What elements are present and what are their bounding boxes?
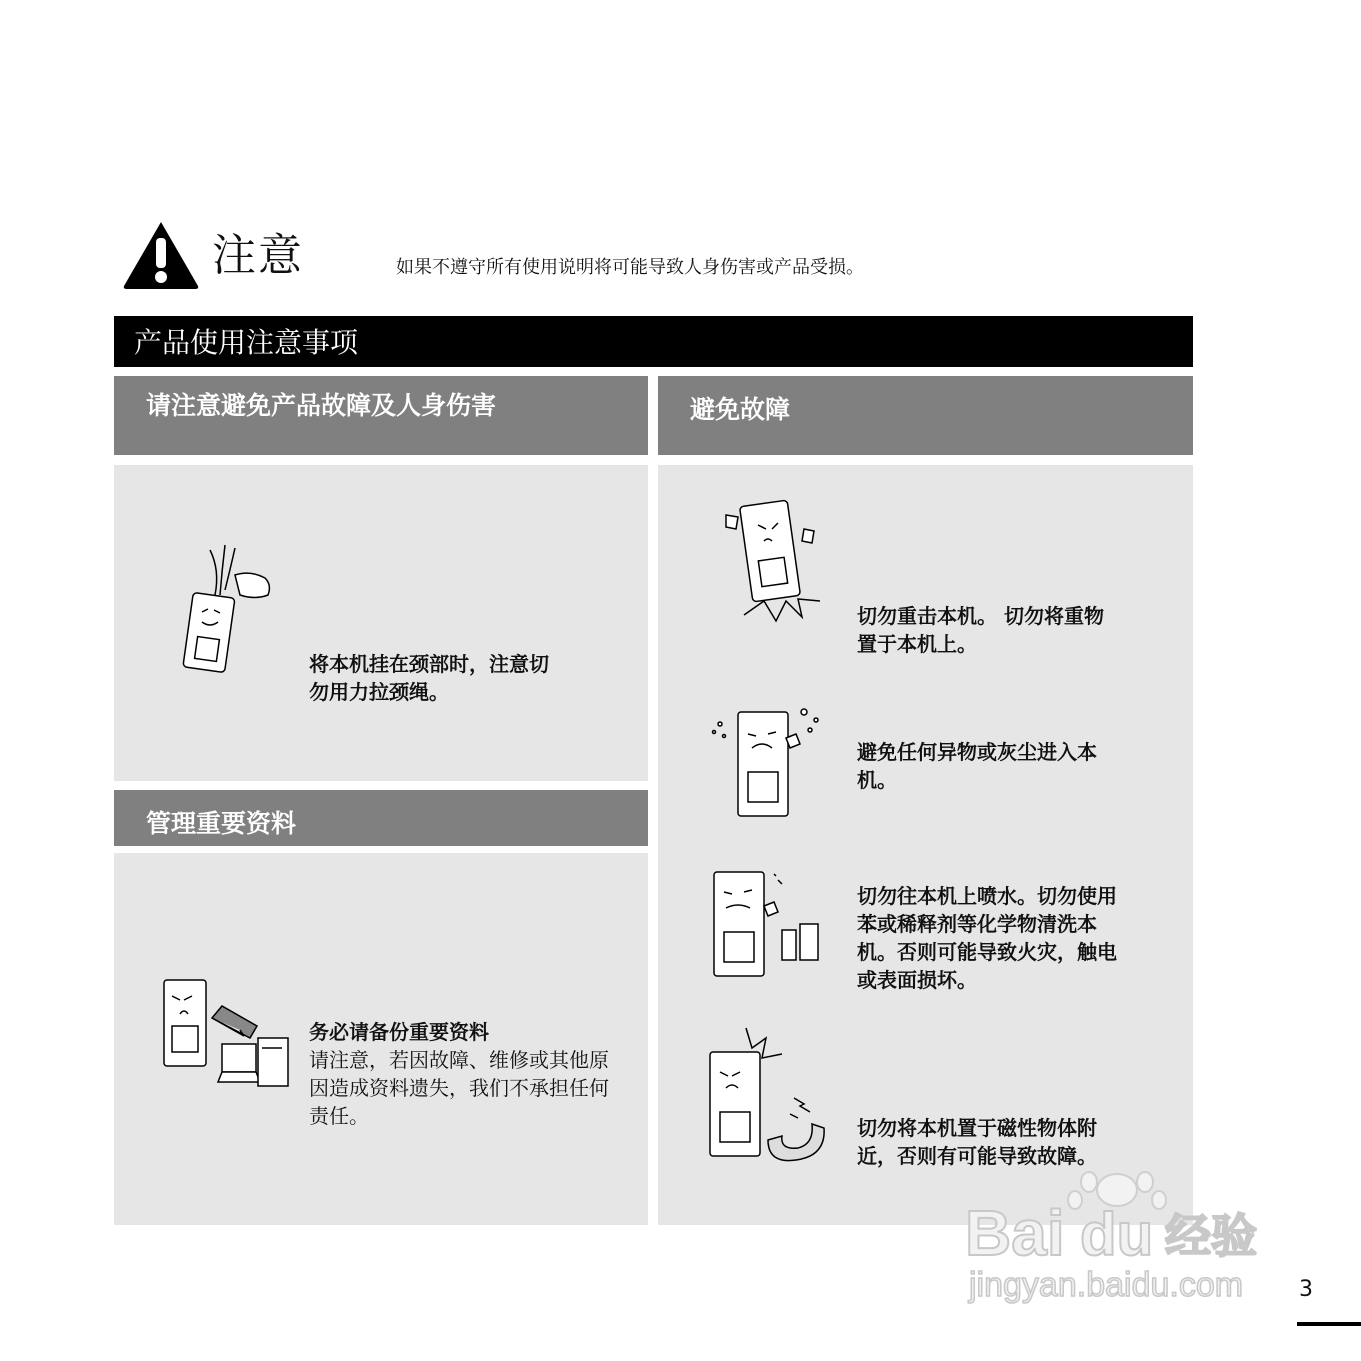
backup-title: 务必请备份重要资料 xyxy=(309,1020,489,1044)
backup-text-line-1: 请注意，若因故障、维修或其他原 xyxy=(309,1048,609,1072)
water-text-line-4: 或表面损坏。 xyxy=(857,968,977,992)
magnet-text-line-2: 近，否则有可能导致故障。 xyxy=(857,1144,1097,1168)
left-bottom-heading-bar xyxy=(114,790,648,846)
impact-text-line-1: 切勿重击本机。 切勿将重物 xyxy=(857,604,1104,628)
dust-illustration xyxy=(708,700,826,820)
page-number-rule xyxy=(1297,1322,1361,1326)
neck-strap-pull-illustration xyxy=(180,540,280,680)
section-title-bar xyxy=(114,316,1193,367)
svg-text:jingyan.baidu.com: jingyan.baidu.com xyxy=(969,1266,1244,1304)
page-title: 注意 xyxy=(212,230,304,281)
svg-text:经验: 经验 xyxy=(1165,1209,1257,1263)
water-chemical-illustration xyxy=(704,868,826,980)
page-number: 3 xyxy=(1299,1277,1313,1302)
baidu-jingyan-watermark xyxy=(965,1160,1285,1310)
neck-strap-text-line-1: 将本机挂在颈部时，注意切 xyxy=(309,652,549,676)
backup-text-line-2: 因造成资料遗失，我们不承担任何 xyxy=(309,1076,609,1100)
dust-text-line-2: 机。 xyxy=(857,768,897,792)
right-heading: 避免故障 xyxy=(690,395,791,424)
water-text-line-1: 切勿往本机上喷水。切勿使用 xyxy=(857,884,1117,908)
backup-text-line-3: 责任。 xyxy=(309,1104,369,1128)
svg-text:du: du xyxy=(1080,1201,1154,1268)
magnet-illustration xyxy=(706,1024,834,1164)
left-bottom-heading: 管理重要资料 xyxy=(146,809,297,838)
left-top-heading: 请注意避免产品故障及人身伤害 xyxy=(146,391,497,420)
dust-text-line-1: 避免任何异物或灰尘进入本 xyxy=(857,740,1097,764)
water-text-line-3: 机。否则可能导致火灾，触电 xyxy=(857,940,1117,964)
impact-text-line-2: 置于本机上。 xyxy=(857,632,977,656)
left-top-heading-bar xyxy=(114,376,648,455)
warning-note: 如果不遵守所有使用说明将可能导致人身伤害或产品受损。 xyxy=(396,257,864,278)
warning-triangle-icon xyxy=(122,220,200,290)
impact-illustration xyxy=(724,497,829,625)
neck-strap-text-line-2: 勿用力拉颈绳。 xyxy=(309,680,449,704)
svg-text:Bai: Bai xyxy=(965,1197,1065,1269)
right-heading-bar xyxy=(658,376,1193,455)
backup-to-computer-illustration xyxy=(162,978,300,1094)
magnet-text-line-1: 切勿将本机置于磁性物体附 xyxy=(857,1116,1097,1140)
water-text-line-2: 苯或稀释剂等化学物清洗本 xyxy=(857,912,1097,936)
section-title: 产品使用注意事项 xyxy=(134,326,359,359)
